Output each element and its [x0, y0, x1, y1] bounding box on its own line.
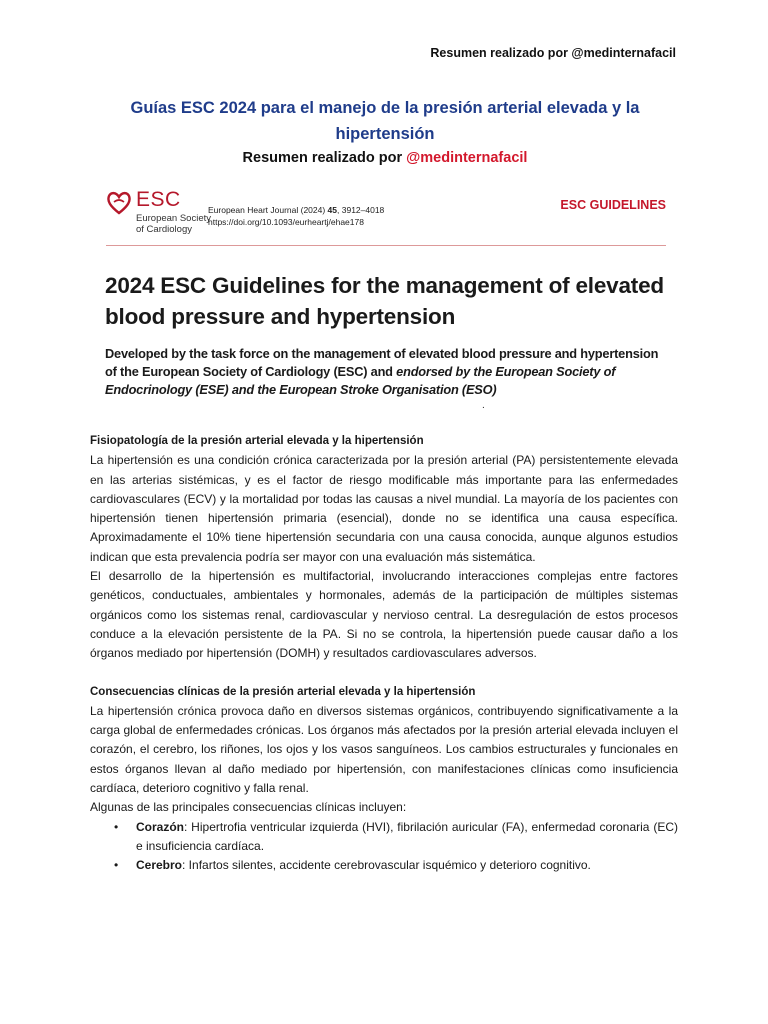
list-item-term: Corazón [136, 819, 184, 834]
logo-subtitle [136, 213, 216, 235]
logo-text: ESC [136, 188, 181, 211]
heart-logo-icon [106, 190, 132, 216]
document-title: Guías ESC 2024 para el manejo de la presión arterial elevada y la hipertensión [130, 99, 640, 143]
logo-subtitle-line2: of Cardiology [136, 224, 192, 235]
paper-title: 2024 ESC Guidelines for the management of elevated blood pressure and hypertension [105, 273, 664, 329]
list-item [114, 818, 678, 857]
consequences-list [114, 818, 678, 876]
section-heading: Fisiopatología de la presión arterial elevada y la hipertensión [90, 435, 424, 447]
author-handle-link[interactable]: @medinternafacil [406, 150, 528, 166]
paragraph: La hipertensión es una condición crónica caracterizada por la presión arterial (PA) persistentemente elevada en las arterias sistémicas, y es el factor de riesgo modificable más importante para las enfermedades cardiovasculares (ECV) y la mortalidad por todas las causas a nivel mundial. La mayoría de los pacientes con hipertensión tienen hipertensión primaria (esencial), donde no se identifica una causa específica. Aproximadamente el 10% tiene hipertensión secundaria con una causa conocida, aunque algunos estudios indican que esta prevalencia podría ser mayor con una evaluación más sistemática. [90, 453, 678, 564]
journal-pages: , 3912–4018 [337, 205, 385, 215]
paper-subtitle [105, 345, 670, 399]
journal-volume: 45 [327, 205, 338, 215]
list-item [114, 856, 678, 875]
logo-subtitle-line1: European Society [136, 213, 211, 224]
journal-doi-link[interactable]: https://doi.org/10.1093/eurheartj/ehae178 [208, 217, 364, 227]
journal-citation [208, 204, 384, 228]
document-body [90, 432, 678, 876]
paragraph: El desarrollo de la hipertensión es multifactorial, involucrando interacciones complejas entre factores genéticos, conductuales, ambientales y hormonales, además de la participación de múltiples sistemas orgánicos como los sistemas renal, cardiovascular y nervioso central. La desregulación de estos procesos conduce a la elevación persistente de la PA. Si no se controla, la hipertensión puede causar daño a los órganos mediado por hipertensión (DOMH) y resultados cardiovasculares adversos. [90, 569, 678, 661]
esc-guidelines-label: ESC GUIDELINES [560, 198, 666, 212]
list-item-text: : Infartos silentes, accidente cerebrovascular isquémico y deterioro cognitivo. [182, 858, 591, 873]
journal-name: European Heart Journal (2024) [208, 205, 328, 215]
paper-subtitle-endorsed: endorsed by the European Society of Endocrinology (ESE) and the European Stroke Organisation (ESO) [105, 364, 616, 397]
sub-credit [90, 150, 680, 166]
esc-header [106, 186, 666, 246]
header-divider [106, 245, 666, 246]
bullet-icon: • [114, 858, 119, 873]
paper-subtitle-plain: Developed by the task force on the management of elevated blood pressure and hypertension of the European Society of Cardiology (ESC) and [105, 346, 659, 379]
sub-credit-prefix: Resumen realizado por [242, 150, 407, 166]
top-credit: Resumen realizado por @medinternafacil [430, 46, 676, 60]
esc-logo [106, 186, 211, 238]
section-heading: Consecuencias clínicas de la presión arterial elevada y la hipertensión [90, 685, 476, 698]
paragraph: Algunas de las principales consecuencias clínicas incluyen: [90, 800, 407, 815]
separator-dot: . [482, 400, 485, 411]
bullet-icon: • [114, 819, 119, 834]
paragraph: La hipertensión crónica provoca daño en diversos sistemas orgánicos, contribuyendo significativamente a la carga global de enfermedades crónicas. Los órganos más afectados por la presión arterial elevada incluyen el corazón, el cerebro, los riñones, los ojos y los vasos sanguíneos. Los cambios estructurales y funcionales en estos órganos llevan al daño mediado por hipertensión, con manifestaciones clínicas como insuficiencia cardíaca, deterioro cognitivo y falla renal. [90, 703, 678, 796]
spacer [90, 664, 678, 683]
list-item-term: Cerebro [136, 858, 183, 873]
list-item-text: : Hipertrofia ventricular izquierda (HVI), fibrilación auricular (FA), enfermedad coronaria (EC) e insuficiencia cardíaca. [136, 819, 678, 853]
